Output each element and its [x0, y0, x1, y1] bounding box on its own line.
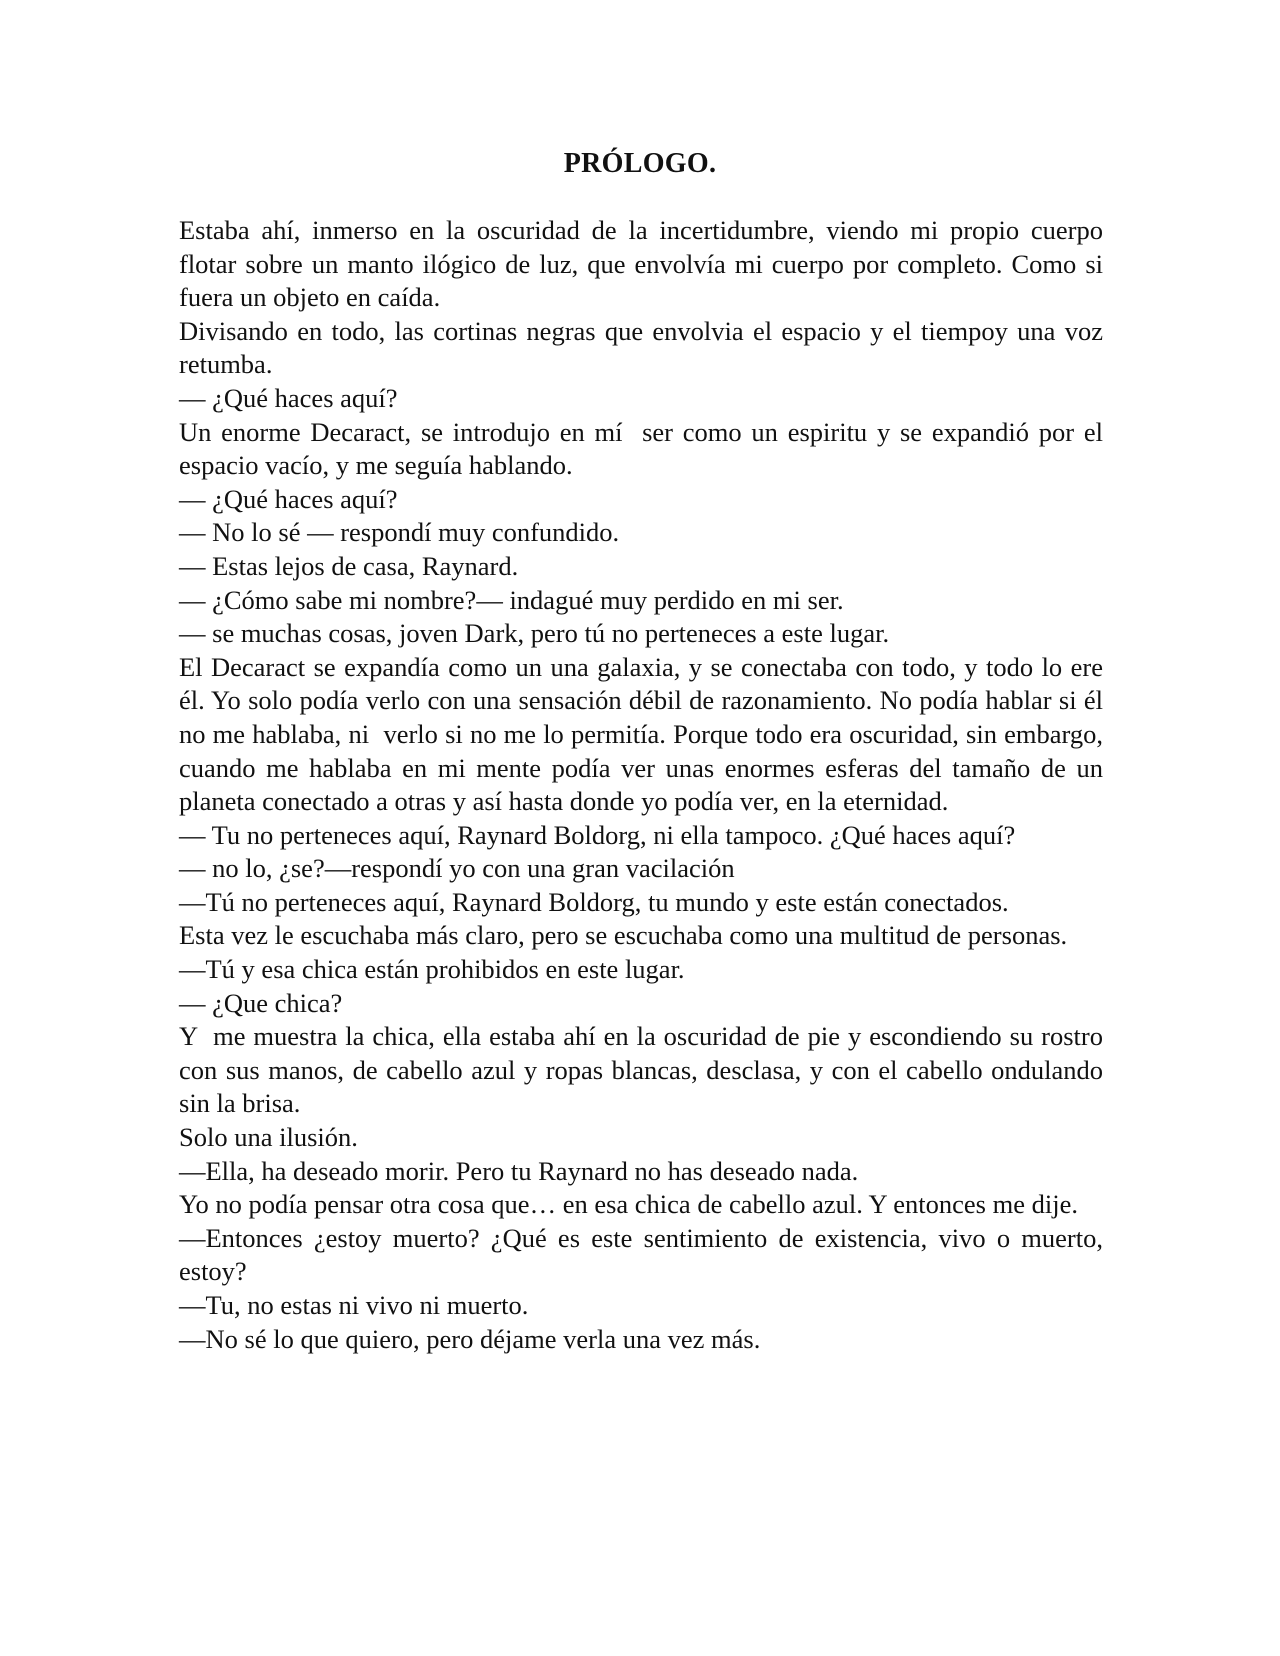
paragraph: Estaba ahí, inmerso en la oscuridad de la incertidumbre, viendo mi propio cuerpo flotar sobre un manto ilógico de luz, que envolvía mi cuerpo por completo. Como si fuera un objeto en caída. — [179, 215, 1110, 313]
paragraph: Y me muestra la chica, ella estaba ahí en la oscuridad de pie y escondiendo su rostro con sus manos, de cabello azul y ropas blancas, desclasa, y con el cabello ondulando sin la brisa. — [179, 1021, 1110, 1119]
paragraph: Yo no podía pensar otra cosa que… en esa chica de cabello azul. Y entonces me dije. — [179, 1189, 1078, 1220]
chapter-body — [179, 214, 1110, 1356]
dialogue-line: —No sé lo que quiero, pero déjame verla una vez más. — [179, 1323, 761, 1354]
paragraph: Solo una ilusión. — [179, 1122, 358, 1153]
dialogue-line: — no lo, ¿se?—respondí yo con una gran vacilación — [179, 853, 735, 884]
dialogue-line: —Ella, ha deseado morir. Pero tu Raynard no has deseado nada. — [179, 1155, 859, 1186]
dialogue-line: — No lo sé — respondí muy confundido. — [179, 517, 620, 548]
dialogue-line: — ¿Qué haces aquí? — [179, 483, 398, 514]
chapter-title: PRÓLOGO. — [563, 148, 717, 179]
dialogue-line: —Tú y esa chica están prohibidos en este lugar. — [179, 954, 685, 985]
dialogue-line: — ¿Que chica? — [179, 987, 343, 1018]
dialogue-line: —Tú no perteneces aquí, Raynard Boldorg, tu mundo y este están conectados. — [179, 886, 1009, 917]
paragraph: Un enorme Decaract, se introdujo en mí ser como un espiritu y se expandió por el espacio vacío, y me seguía hablando. — [179, 416, 1110, 481]
paragraph: Esta vez le escuchaba más claro, pero se escuchaba como una multitud de personas. — [179, 920, 1068, 951]
dialogue-line: — se muchas cosas, joven Dark, pero tú no perteneces a este lugar. — [179, 618, 890, 649]
dialogue-line: — ¿Qué haces aquí? — [179, 382, 398, 413]
dialogue-line: —Tu, no estas ni vivo ni muerto. — [179, 1290, 529, 1320]
dialogue-line: — ¿Cómo sabe mi nombre?— indagué muy perdido en mi ser. — [179, 584, 844, 615]
dialogue-line: — Estas lejos de casa, Raynard. — [179, 550, 519, 581]
dialogue-line: —Entonces ¿estoy muerto? ¿Qué es este sentimiento de existencia, vivo o muerto, estoy? — [179, 1222, 1110, 1287]
paragraph: El Decaract se expandía como un una galaxia, y se conectaba con todo, y todo lo ere él. Yo solo podía verlo con una sensación débil de razonamiento. No podía hablar si él no me hablaba, ni verlo si no me lo permitía. Porque todo era oscuridad, sin embargo, cuando me hablaba en mi mente podía ver unas enormes esferas del tamaño de un planeta conectado a otras y así hasta donde yo podía ver, en la eternidad. — [179, 651, 1110, 817]
dialogue-line: — Tu no perteneces aquí, Raynard Boldorg, ni ella tampoco. ¿Qué haces aquí? — [179, 819, 1016, 850]
paragraph: Divisando en todo, las cortinas negras que envolvia el espacio y el tiempoy una voz retumba. — [179, 315, 1110, 380]
